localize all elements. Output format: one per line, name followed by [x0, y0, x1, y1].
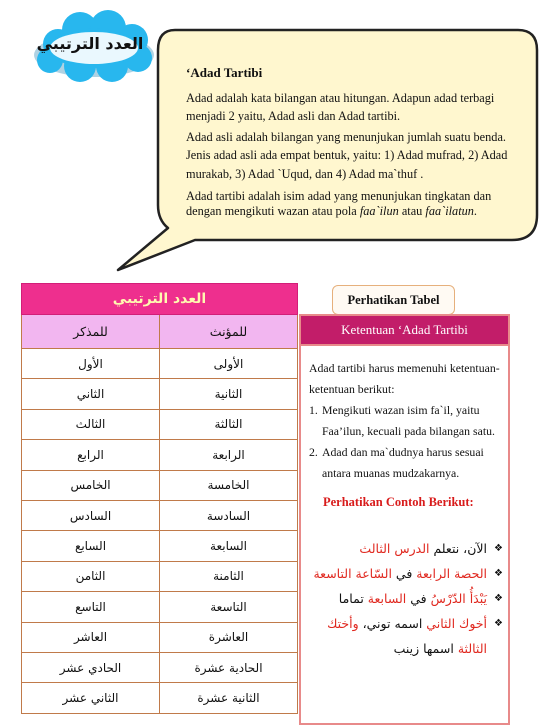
table-row: [22, 470, 298, 500]
rules-header: Ketentuan ‘Adad Tartibi: [299, 314, 510, 346]
list-item: [308, 536, 503, 561]
feminine-cell: الثانية: [160, 379, 298, 409]
table-row: [22, 592, 298, 622]
example-1-highlight: الدرس الثالث: [359, 541, 430, 556]
term-faailun: faa`ilun: [359, 204, 399, 218]
rule-number: 2.: [309, 445, 318, 459]
feminine-cell: الثانية عشرة: [160, 683, 298, 713]
cloud-label: العدد الترتيبي: [36, 34, 144, 53]
paragraph-end: .: [473, 204, 477, 218]
table-row: [22, 622, 298, 652]
bubble-paragraph-3-text: Adad tartibi adalah isim adad yang menunjukan tingkatan dan dengan mengikuti wazan atau pola: [186, 189, 492, 218]
table-row: [22, 531, 298, 561]
example-1-text: الآن، نتعلم: [429, 541, 487, 556]
example-3-highlight: يَبْدَأُ الدّرْسُ: [430, 591, 487, 606]
feminine-cell: الأولى: [160, 349, 298, 379]
masculine-cell: الثاني عشر: [22, 683, 160, 713]
feminine-cell: التاسعة: [160, 592, 298, 622]
example-4-text: اسمه توني،: [358, 616, 427, 631]
masculine-cell: الخامس: [22, 470, 160, 500]
rules-body: [309, 358, 501, 513]
list-item: [308, 561, 503, 586]
table-row: [22, 349, 298, 379]
feminine-cell: الخامسة: [160, 470, 298, 500]
rule-number: 1.: [309, 403, 318, 417]
table-row: [22, 409, 298, 439]
feminine-cell: الثامنة: [160, 561, 298, 591]
example-3-highlight-2: السابعة: [367, 591, 407, 606]
example-3-text-2: تماما: [338, 591, 368, 606]
rules-list: [309, 400, 501, 484]
table-row: [22, 561, 298, 591]
bubble-title: ‘Adad Tartibi: [186, 65, 263, 80]
feminine-cell: الحادية عشرة: [160, 652, 298, 682]
diamond-bullet-icon: ❖: [494, 543, 503, 554]
feminine-cell: العاشرة: [160, 622, 298, 652]
masculine-cell: العاشر: [22, 622, 160, 652]
column-header-masculine: للمذكر: [22, 315, 160, 349]
feminine-cell: السابعة: [160, 531, 298, 561]
table-row: [22, 500, 298, 530]
table-row: [22, 440, 298, 470]
table-title-row: [22, 284, 298, 315]
masculine-cell: الثامن: [22, 561, 160, 591]
examples-list: [308, 536, 503, 661]
perhatikan-tabel-label: Perhatikan Tabel: [332, 285, 455, 315]
table-row: [22, 652, 298, 682]
bubble-paragraph-1: Adad adalah kata bilangan atau hitungan. Adapun adad terbagi menjadi 2 yaitu, Adad asli dan Adad tartibi.: [186, 90, 495, 123]
table-row: [22, 379, 298, 409]
masculine-cell: التاسع: [22, 592, 160, 622]
diamond-bullet-icon: ❖: [494, 618, 503, 629]
rule-text: Adad dan ma`dudnya harus sesuai antara muanas mudzakarnya.: [322, 445, 484, 480]
column-header-feminine: للمؤنث: [160, 315, 298, 349]
feminine-cell: الرابعة: [160, 440, 298, 470]
example-4-highlight-2: وأختك الثالثة: [327, 616, 487, 656]
masculine-cell: الثاني: [22, 379, 160, 409]
example-4-highlight: أخوك الثاني: [426, 616, 487, 631]
bubble-paragraph-2: Adad asli adalah bilangan yang menunjukan jumlah suatu benda. Jenis adad asli ada empat bentuk, yaitu: 1) Adad mufrad, 2) Adad murakab, 3) Adad `Uqud, dan 4) Adad ma`thuf .: [186, 129, 508, 181]
example-3-text: في: [406, 591, 431, 606]
example-2-highlight: الحصة الرابعة: [416, 566, 487, 581]
diamond-bullet-icon: ❖: [494, 568, 503, 579]
bubble-content: [186, 64, 524, 221]
rules-intro: Adad tartibi harus memenuhi ketentuan-ketentuan berikut:: [309, 361, 500, 396]
list-item: [308, 586, 503, 611]
masculine-cell: السادس: [22, 500, 160, 530]
list-item: [309, 400, 501, 442]
masculine-cell: الثالث: [22, 409, 160, 439]
list-item: [309, 442, 501, 484]
bubble-paragraph-3: [186, 189, 524, 219]
list-item: [308, 611, 503, 661]
example-2-highlight-2: السّاعة التاسعة: [313, 566, 392, 581]
diamond-bullet-icon: ❖: [494, 593, 503, 604]
masculine-cell: الرابع: [22, 440, 160, 470]
feminine-cell: الثالثة: [160, 409, 298, 439]
examples-title: Perhatikan Contoh Berikut:: [323, 495, 474, 509]
table-row: [22, 683, 298, 713]
table-title: العدد الترتيبي: [22, 284, 298, 315]
masculine-cell: الأول: [22, 349, 160, 379]
example-2-text: في: [391, 566, 417, 581]
rule-text: Mengikuti wazan isim fa`il, yaitu Faa’ilun, kecuali pada bilangan satu.: [322, 403, 495, 438]
masculine-cell: السابع: [22, 531, 160, 561]
term-connector: atau: [398, 204, 426, 218]
table-header-row: [22, 315, 298, 349]
feminine-cell: السادسة: [160, 500, 298, 530]
example-4-text-2: اسمها زينب: [393, 641, 458, 656]
masculine-cell: الحادي عشر: [22, 652, 160, 682]
ordinal-table: [21, 283, 298, 714]
term-faailatun: faa`ilatun: [425, 204, 474, 218]
